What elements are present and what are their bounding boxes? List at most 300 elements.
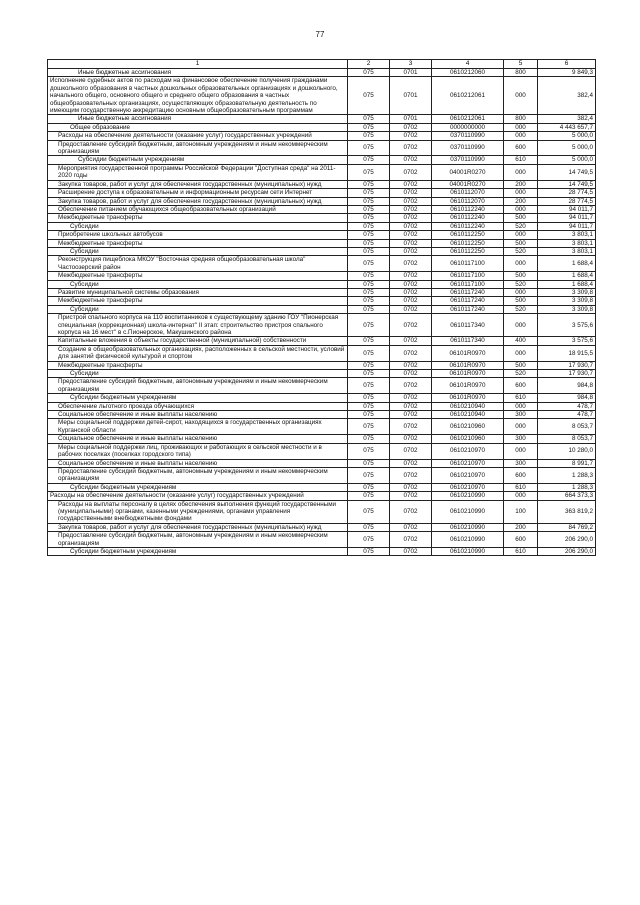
section-code-cell: 0702	[390, 492, 432, 500]
section-code-cell: 0702	[390, 419, 432, 435]
expense-type-cell: 200	[504, 523, 538, 531]
header-cell: 5	[504, 60, 538, 69]
section-code-cell: 0702	[390, 272, 432, 280]
table-row	[48, 140, 596, 156]
target-article-cell: 0610210960	[432, 435, 504, 443]
expense-type-cell: 000	[504, 314, 538, 337]
amount-cell: 984,8	[538, 394, 596, 402]
target-article-cell: 0610210970	[432, 483, 504, 491]
row-name-cell: Расходы на обеспечение деятельности (оказание услуг) государственных учреждений	[48, 132, 348, 140]
expense-type-cell: 200	[504, 197, 538, 205]
table-row	[48, 523, 596, 531]
budget-table-body	[48, 60, 596, 556]
row-name-cell: Межбюджетные трансферты	[48, 239, 348, 247]
table-row	[48, 370, 596, 378]
admin-code-cell: 075	[348, 483, 390, 491]
target-article-cell: 0610112070	[432, 189, 504, 197]
section-code-cell: 0702	[390, 402, 432, 410]
admin-code-cell: 075	[348, 532, 390, 548]
target-article-cell: 0610117240	[432, 297, 504, 305]
table-row	[48, 443, 596, 459]
expense-type-cell: 000	[504, 164, 538, 180]
target-article-cell: 0610112250	[432, 231, 504, 239]
section-code-cell: 0702	[390, 140, 432, 156]
table-row	[48, 180, 596, 188]
amount-cell: 17 930,7	[538, 361, 596, 369]
budget-table	[47, 59, 596, 556]
row-name-cell: Обеспечение льготного проезда обучающихся	[48, 402, 348, 410]
table-row	[48, 532, 596, 548]
admin-code-cell: 075	[348, 205, 390, 213]
section-code-cell: 0702	[390, 394, 432, 402]
section-code-cell: 0702	[390, 523, 432, 531]
table-row	[48, 305, 596, 313]
expense-type-cell: 800	[504, 69, 538, 77]
amount-cell: 28 774,5	[538, 197, 596, 205]
row-name-cell: Меры социальной поддержки лиц, проживающих и работающих в сельской местности и в рабочих поселках (поселках городского типа)	[48, 443, 348, 459]
expense-type-cell: 520	[504, 305, 538, 313]
expense-type-cell: 800	[504, 115, 538, 123]
admin-code-cell: 075	[348, 247, 390, 255]
expense-type-cell: 300	[504, 411, 538, 419]
table-row	[48, 314, 596, 337]
row-name-cell: Расходы на выплаты персоналу в целях обеспечения выполнения функций государственными (муниципальными) органами, казенными учреждениями, органами управления государственными внебюджетными фондами	[48, 500, 348, 523]
table-row	[48, 459, 596, 467]
admin-code-cell: 075	[348, 297, 390, 305]
section-code-cell: 0702	[390, 247, 432, 255]
amount-cell: 1 688,4	[538, 256, 596, 272]
admin-code-cell: 075	[348, 197, 390, 205]
header-cell: 1	[48, 60, 348, 69]
row-name-cell: Исполнение судебных актов по расходам на финансовое обеспечение получения гражданами дошкольного образования в частных дошкольных образовательных организациях и дошкольного, начального общего, основного общего и среднего общего образования в частных общеобразовательных организациях, осуществляющих образовательную деятельность по имеющим государственную аккредитацию основным общеобразовательным программам	[48, 77, 348, 115]
section-code-cell: 0702	[390, 132, 432, 140]
table-row	[48, 288, 596, 296]
amount-cell: 17 930,7	[538, 370, 596, 378]
amount-cell: 3 309,8	[538, 305, 596, 313]
section-code-cell: 0701	[390, 69, 432, 77]
row-name-cell: Капитальные вложения в объекты государственной (муниципальной) собственности	[48, 337, 348, 345]
target-article-cell: 0610117340	[432, 337, 504, 345]
row-name-cell: Субсидии бюджетным учреждениям	[48, 547, 348, 555]
target-article-cell: 0610117340	[432, 314, 504, 337]
expense-type-cell: 000	[504, 288, 538, 296]
expense-type-cell: 610	[504, 156, 538, 164]
admin-code-cell: 075	[348, 435, 390, 443]
row-name-cell: Расширение доступа к образовательным и информационным ресурсам сети Интернет	[48, 189, 348, 197]
admin-code-cell: 075	[348, 500, 390, 523]
target-article-cell: 04001R0270	[432, 180, 504, 188]
target-article-cell: 0610117100	[432, 280, 504, 288]
amount-cell: 382,4	[538, 77, 596, 115]
row-name-cell: Обеспечение питанием обучающихся общеобразовательных организаций	[48, 205, 348, 213]
expense-type-cell: 000	[504, 189, 538, 197]
section-code-cell: 0702	[390, 297, 432, 305]
section-code-cell: 0702	[390, 547, 432, 555]
row-name-cell: Предоставление субсидий бюджетным, автономным учреждениям и иным некоммерческим организациям	[48, 467, 348, 483]
admin-code-cell: 075	[348, 180, 390, 188]
row-name-cell: Расходы на обеспечение деятельности (оказание услуг) государственных учреждений	[48, 492, 348, 500]
target-article-cell: 04001R0270	[432, 164, 504, 180]
amount-cell: 984,8	[538, 378, 596, 394]
section-code-cell: 0702	[390, 214, 432, 222]
expense-type-cell: 520	[504, 370, 538, 378]
section-code-cell: 0702	[390, 239, 432, 247]
amount-cell: 3 309,8	[538, 288, 596, 296]
amount-cell: 1 288,3	[538, 467, 596, 483]
table-row	[48, 467, 596, 483]
expense-type-cell: 610	[504, 547, 538, 555]
admin-code-cell: 075	[348, 402, 390, 410]
expense-type-cell: 500	[504, 239, 538, 247]
expense-type-cell: 520	[504, 222, 538, 230]
admin-code-cell: 075	[348, 156, 390, 164]
section-code-cell: 0702	[390, 189, 432, 197]
row-name-cell: Иные бюджетные ассигнования	[48, 115, 348, 123]
amount-cell: 5 000,0	[538, 140, 596, 156]
table-row	[48, 115, 596, 123]
amount-cell: 4 443 657,7	[538, 123, 596, 131]
table-row	[48, 361, 596, 369]
admin-code-cell: 075	[348, 231, 390, 239]
table-row	[48, 239, 596, 247]
target-article-cell: 0610210970	[432, 467, 504, 483]
row-name-cell: Субсидии	[48, 305, 348, 313]
table-row	[48, 483, 596, 491]
table-row	[48, 197, 596, 205]
row-name-cell: Реконструкция пищеблока МКОУ "Восточная средняя общеобразовательная школа" Частоозерский район	[48, 256, 348, 272]
expense-type-cell: 000	[504, 231, 538, 239]
table-row	[48, 272, 596, 280]
amount-cell: 94 011,7	[538, 214, 596, 222]
target-article-cell: 0610210970	[432, 459, 504, 467]
target-article-cell: 0610210940	[432, 402, 504, 410]
amount-cell: 8 991,7	[538, 459, 596, 467]
section-code-cell: 0702	[390, 411, 432, 419]
header-cell: 4	[432, 60, 504, 69]
target-article-cell: 0610210990	[432, 500, 504, 523]
row-name-cell: Создание в общеобразовательных организациях, расположенных в сельской местности, условий для занятий физической культурой и спортом	[48, 345, 348, 361]
section-code-cell: 0702	[390, 314, 432, 337]
expense-type-cell: 000	[504, 402, 538, 410]
header-cell: 6	[538, 60, 596, 69]
table-row	[48, 500, 596, 523]
amount-cell: 3 803,1	[538, 231, 596, 239]
target-article-cell: 0610210970	[432, 443, 504, 459]
table-row	[48, 492, 596, 500]
expense-type-cell: 600	[504, 140, 538, 156]
expense-type-cell: 610	[504, 483, 538, 491]
target-article-cell: 0000000000	[432, 123, 504, 131]
admin-code-cell: 075	[348, 370, 390, 378]
expense-type-cell: 000	[504, 132, 538, 140]
section-code-cell: 0702	[390, 443, 432, 459]
amount-cell: 478,7	[538, 411, 596, 419]
section-code-cell: 0702	[390, 467, 432, 483]
section-code-cell: 0702	[390, 345, 432, 361]
admin-code-cell: 075	[348, 214, 390, 222]
table-row	[48, 222, 596, 230]
admin-code-cell: 075	[348, 443, 390, 459]
header-cell: 3	[390, 60, 432, 69]
section-code-cell: 0702	[390, 370, 432, 378]
target-article-cell: 0610212061	[432, 77, 504, 115]
amount-cell: 1 688,4	[538, 280, 596, 288]
section-code-cell: 0702	[390, 231, 432, 239]
target-article-cell: 0610210960	[432, 419, 504, 435]
expense-type-cell: 600	[504, 378, 538, 394]
expense-type-cell: 300	[504, 459, 538, 467]
row-name-cell: Межбюджетные трансферты	[48, 214, 348, 222]
row-name-cell: Приобретение школьных автобусов	[48, 231, 348, 239]
admin-code-cell: 075	[348, 459, 390, 467]
section-code-cell: 0702	[390, 483, 432, 491]
page-number: 77	[315, 30, 325, 39]
table-row	[48, 337, 596, 345]
amount-cell: 382,4	[538, 115, 596, 123]
amount-cell: 94 011,7	[538, 222, 596, 230]
section-code-cell: 0702	[390, 288, 432, 296]
target-article-cell: 0610117100	[432, 272, 504, 280]
target-article-cell: 0610117100	[432, 256, 504, 272]
section-code-cell: 0702	[390, 156, 432, 164]
row-name-cell: Субсидии бюджетным учреждениям	[48, 483, 348, 491]
amount-cell: 1 688,4	[538, 272, 596, 280]
amount-cell: 9 849,3	[538, 69, 596, 77]
row-name-cell: Социальное обеспечение и иные выплаты населению	[48, 411, 348, 419]
target-article-cell: 0610210990	[432, 523, 504, 531]
table-row	[48, 345, 596, 361]
expense-type-cell: 500	[504, 214, 538, 222]
table-row	[48, 297, 596, 305]
expense-type-cell: 000	[504, 256, 538, 272]
row-name-cell: Иные бюджетные ассигнования	[48, 69, 348, 77]
table-row	[48, 164, 596, 180]
admin-code-cell: 075	[348, 280, 390, 288]
admin-code-cell: 075	[348, 140, 390, 156]
expense-type-cell: 000	[504, 492, 538, 500]
section-code-cell: 0702	[390, 197, 432, 205]
admin-code-cell: 075	[348, 419, 390, 435]
amount-cell: 3 575,6	[538, 337, 596, 345]
target-article-cell: 06101R0970	[432, 394, 504, 402]
row-name-cell: Субсидии	[48, 247, 348, 255]
expense-type-cell: 000	[504, 419, 538, 435]
table-row	[48, 205, 596, 213]
row-name-cell: Мероприятия государственной программы Российской Федерации "Доступная среда" на 2011-2020 годы	[48, 164, 348, 180]
section-code-cell: 0702	[390, 305, 432, 313]
admin-code-cell: 075	[348, 77, 390, 115]
row-name-cell: Субсидии	[48, 370, 348, 378]
row-name-cell: Закупка товаров, работ и услуг для обеспечения государственных (муниципальных) нужд	[48, 180, 348, 188]
expense-type-cell: 520	[504, 280, 538, 288]
section-code-cell: 0702	[390, 123, 432, 131]
admin-code-cell: 075	[348, 305, 390, 313]
target-article-cell: 0610210990	[432, 547, 504, 555]
admin-code-cell: 075	[348, 314, 390, 337]
admin-code-cell: 075	[348, 189, 390, 197]
expense-type-cell: 200	[504, 180, 538, 188]
row-name-cell: Развитие муниципальной системы образования	[48, 288, 348, 296]
target-article-cell: 0610210990	[432, 492, 504, 500]
row-name-cell: Социальное обеспечение и иные выплаты населению	[48, 459, 348, 467]
admin-code-cell: 075	[348, 467, 390, 483]
target-article-cell: 0610210990	[432, 532, 504, 548]
admin-code-cell: 075	[348, 256, 390, 272]
table-row	[48, 547, 596, 555]
amount-cell: 3 309,8	[538, 297, 596, 305]
admin-code-cell: 075	[348, 272, 390, 280]
expense-type-cell: 000	[504, 345, 538, 361]
admin-code-cell: 075	[348, 361, 390, 369]
amount-cell: 14 749,5	[538, 180, 596, 188]
table-row	[48, 123, 596, 131]
section-code-cell: 0702	[390, 337, 432, 345]
row-name-cell: Субсидии бюджетным учреждениям	[48, 156, 348, 164]
expense-type-cell: 500	[504, 297, 538, 305]
section-code-cell: 0702	[390, 222, 432, 230]
table-row	[48, 247, 596, 255]
admin-code-cell: 075	[348, 492, 390, 500]
admin-code-cell: 075	[348, 394, 390, 402]
section-code-cell: 0702	[390, 164, 432, 180]
admin-code-cell: 075	[348, 123, 390, 131]
amount-cell: 363 819,2	[538, 500, 596, 523]
amount-cell: 1 288,3	[538, 483, 596, 491]
admin-code-cell: 075	[348, 69, 390, 77]
expense-type-cell: 100	[504, 500, 538, 523]
table-row	[48, 419, 596, 435]
table-row	[48, 77, 596, 115]
row-name-cell: Предоставление субсидий бюджетным, автономным учреждениям и иным некоммерческим организациям	[48, 140, 348, 156]
expense-type-cell: 000	[504, 443, 538, 459]
table-row	[48, 231, 596, 239]
target-article-cell: 0370110990	[432, 132, 504, 140]
expense-type-cell: 300	[504, 435, 538, 443]
amount-cell: 8 053,7	[538, 419, 596, 435]
amount-cell: 206 290,0	[538, 547, 596, 555]
admin-code-cell: 075	[348, 547, 390, 555]
admin-code-cell: 075	[348, 115, 390, 123]
section-code-cell: 0702	[390, 361, 432, 369]
amount-cell: 3 803,1	[538, 239, 596, 247]
amount-cell: 94 011,7	[538, 205, 596, 213]
admin-code-cell: 075	[348, 239, 390, 247]
target-article-cell: 0610117240	[432, 288, 504, 296]
table-row	[48, 280, 596, 288]
section-code-cell: 0702	[390, 435, 432, 443]
amount-cell: 8 053,7	[538, 435, 596, 443]
table-header-row	[48, 60, 596, 69]
table-row	[48, 132, 596, 140]
amount-cell: 664 373,3	[538, 492, 596, 500]
amount-cell: 10 280,0	[538, 443, 596, 459]
row-name-cell: Межбюджетные трансферты	[48, 272, 348, 280]
row-name-cell: Субсидии бюджетным учреждениям	[48, 394, 348, 402]
table-row	[48, 256, 596, 272]
target-article-cell: 0610212061	[432, 115, 504, 123]
row-name-cell: Меры социальной поддержки детей-сирот, находящихся в государственных организациях Курганской области	[48, 419, 348, 435]
expense-type-cell: 600	[504, 532, 538, 548]
section-code-cell: 0701	[390, 115, 432, 123]
expense-type-cell: 500	[504, 361, 538, 369]
target-article-cell: 06101R0970	[432, 370, 504, 378]
amount-cell: 478,7	[538, 402, 596, 410]
expense-type-cell: 000	[504, 123, 538, 131]
row-name-cell: Закупка товаров, работ и услуг для обеспечения государственных (муниципальных) нужд	[48, 197, 348, 205]
table-row	[48, 435, 596, 443]
section-code-cell: 0702	[390, 256, 432, 272]
target-article-cell: 0610112250	[432, 247, 504, 255]
row-name-cell: Пристрой спального корпуса на 110 воспитанников к существующему зданию ГОУ "Пионерская специальная (коррекционная) школа-интернат" II этап: строительство пристроя спального корпуса на 16 мест" в с.Пионерское, Макушинского района	[48, 314, 348, 337]
amount-cell: 3 803,1	[538, 247, 596, 255]
row-name-cell: Межбюджетные трансферты	[48, 297, 348, 305]
amount-cell: 28 774,5	[538, 189, 596, 197]
amount-cell: 5 000,0	[538, 132, 596, 140]
table-row	[48, 402, 596, 410]
row-name-cell: Предоставление субсидий бюджетным, автономным учреждениям и иным некоммерческим организациям	[48, 532, 348, 548]
section-code-cell: 0702	[390, 532, 432, 548]
section-code-cell: 0702	[390, 205, 432, 213]
expense-type-cell: 400	[504, 337, 538, 345]
table-row	[48, 189, 596, 197]
amount-cell: 206 290,0	[538, 532, 596, 548]
row-name-cell: Общее образование	[48, 123, 348, 131]
expense-type-cell: 520	[504, 247, 538, 255]
admin-code-cell: 075	[348, 345, 390, 361]
header-cell: 2	[348, 60, 390, 69]
amount-cell: 5 000,0	[538, 156, 596, 164]
target-article-cell: 0610112240	[432, 205, 504, 213]
row-name-cell: Социальное обеспечение и иные выплаты населению	[48, 435, 348, 443]
table-row	[48, 214, 596, 222]
target-article-cell: 0610112240	[432, 214, 504, 222]
section-code-cell: 0702	[390, 280, 432, 288]
expense-type-cell: 000	[504, 77, 538, 115]
target-article-cell: 0610112070	[432, 197, 504, 205]
target-article-cell: 0370110990	[432, 156, 504, 164]
admin-code-cell: 075	[348, 288, 390, 296]
admin-code-cell: 075	[348, 411, 390, 419]
table-row	[48, 378, 596, 394]
admin-code-cell: 075	[348, 164, 390, 180]
table-row	[48, 411, 596, 419]
target-article-cell: 0610210940	[432, 411, 504, 419]
admin-code-cell: 075	[348, 378, 390, 394]
section-code-cell: 0702	[390, 459, 432, 467]
amount-cell: 18 915,5	[538, 345, 596, 361]
admin-code-cell: 075	[348, 132, 390, 140]
row-name-cell: Субсидии	[48, 280, 348, 288]
section-code-cell: 0702	[390, 180, 432, 188]
amount-cell: 3 575,6	[538, 314, 596, 337]
target-article-cell: 06101R0970	[432, 378, 504, 394]
admin-code-cell: 075	[348, 337, 390, 345]
expense-type-cell: 600	[504, 467, 538, 483]
row-name-cell: Субсидии	[48, 222, 348, 230]
amount-cell: 84 769,2	[538, 523, 596, 531]
expense-type-cell: 610	[504, 394, 538, 402]
row-name-cell: Закупка товаров, работ и услуг для обеспечения государственных (муниципальных) нужд	[48, 523, 348, 531]
row-name-cell: Межбюджетные трансферты	[48, 361, 348, 369]
admin-code-cell: 075	[348, 222, 390, 230]
target-article-cell: 06101R0970	[432, 361, 504, 369]
target-article-cell: 0610212060	[432, 69, 504, 77]
target-article-cell: 0610112250	[432, 239, 504, 247]
expense-type-cell: 000	[504, 205, 538, 213]
target-article-cell: 06101R0970	[432, 345, 504, 361]
target-article-cell: 0610112240	[432, 222, 504, 230]
target-article-cell: 0610117240	[432, 305, 504, 313]
